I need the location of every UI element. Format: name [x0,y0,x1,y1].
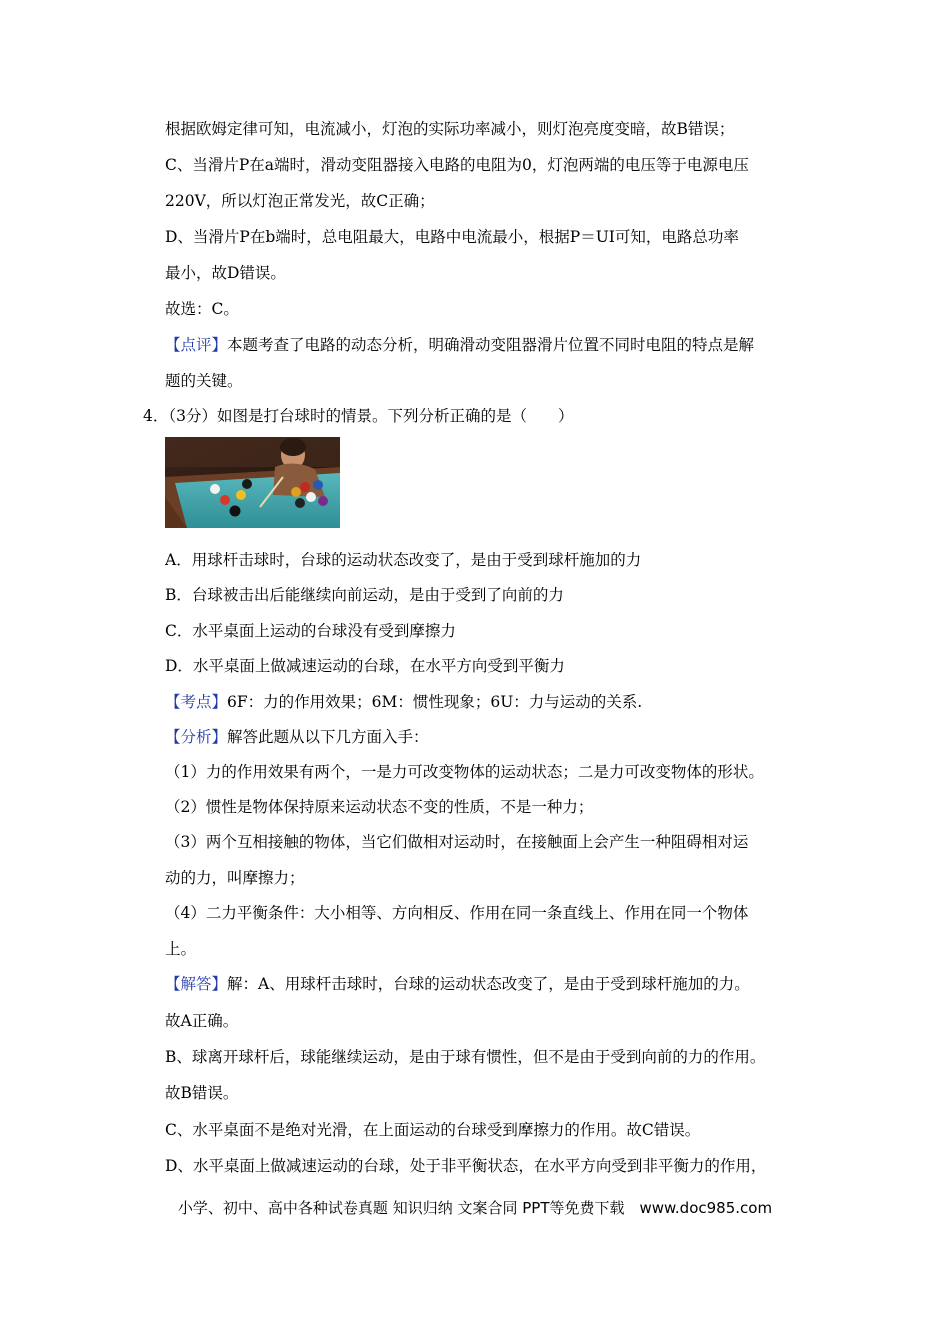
text-line: C、当滑片P在a端时，滑动变阻器接入电路的电阻为0，灯泡两端的电压等于电源电压 [165,156,749,174]
text-line: 根据欧姆定律可知，电流减小，灯泡的实际功率减小，则灯泡亮度变暗，故B错误； [165,120,735,138]
jieda-item: 故A正确。 [165,1012,239,1030]
text-line: 最小，故D错误。 [165,264,286,282]
jieda-item: 故B错误。 [165,1084,239,1102]
kaodian-line [165,692,825,712]
review-text: 本题考查了电路的动态分析，明确滑动变阻器滑片位置不同时电阻的特点是解 [227,336,755,354]
jieda-tag: 【解答】 [165,975,228,993]
jieda-item: B、球离开球杆后，球能继续运动，是由于球有惯性，但不是由于受到向前的力的作用。 [165,1048,766,1066]
jieda-text: 解：A、用球杆击球时，台球的运动状态改变了，是由于受到球杆施加的力。 [227,975,750,993]
fenxi-tag: 【分析】 [165,728,228,746]
text-line: 220V，所以灯泡正常发光，故C正确； [165,192,435,210]
fenxi-item: （2）惯性是物体保持原来运动状态不变的性质，不是一种力； [165,798,594,816]
option-a: A．用球杆击球时，台球的运动状态改变了，是由于受到球杆施加的力 [165,551,642,569]
question-number: 4． [143,407,169,425]
question-text: （3分）如图是打台球时的情景。下列分析正确的是（ ） [168,407,574,425]
fenxi-line [165,727,825,747]
fenxi-text: 解答此题从以下几方面入手： [227,728,429,746]
option-c: C．水平桌面上运动的台球没有受到摩擦力 [165,622,456,640]
review-line-2: 题的关键。 [165,372,243,390]
option-d: D．水平桌面上做减速运动的台球，在水平方向受到平衡力 [165,657,565,675]
jieda-item: C、水平桌面不是绝对光滑，在上面运动的台球受到摩擦力的作用。故C错误。 [165,1121,701,1139]
option-b: B．台球被击出后能继续向前运动，是由于受到了向前的力 [165,586,564,604]
kaodian-text: 6F：力的作用效果；6M：惯性现象；6U：力与运动的关系. [227,693,643,711]
kaodian-tag: 【考点】 [165,693,228,711]
review-line [165,335,825,355]
footer-banner: 小学、初中、高中各种试卷真题 知识归纳 文案合同 PPT等免费下载 www.doc985.com [177,1199,773,1217]
text-line: D、当滑片P在b端时，总电阻最大，电路中电流最小，根据P＝UI可知，电路总功率 [165,228,739,246]
question-stem [143,406,803,426]
billiards-photo [165,437,340,528]
fenxi-item: 上。 [165,940,197,958]
jieda-line [165,974,825,994]
billiards-illustration [165,437,340,528]
jieda-item: D、水平桌面上做减速运动的台球，处于非平衡状态，在水平方向受到非平衡力的作用， [165,1157,767,1175]
text-line: 故选：C。 [165,300,239,318]
fenxi-item: （1）力的作用效果有两个，一是力可改变物体的运动状态；二是力可改变物体的形状。 [165,763,764,781]
fenxi-item: （4）二力平衡条件：大小相等、方向相反、作用在同一条直线上、作用在同一个物体 [165,904,749,922]
fenxi-item: （3）两个互相接触的物体，当它们做相对运动时，在接触面上会产生一种阻碍相对运 [165,833,749,851]
review-tag: 【点评】 [165,336,228,354]
fenxi-item: 动的力，叫摩擦力； [165,869,305,887]
